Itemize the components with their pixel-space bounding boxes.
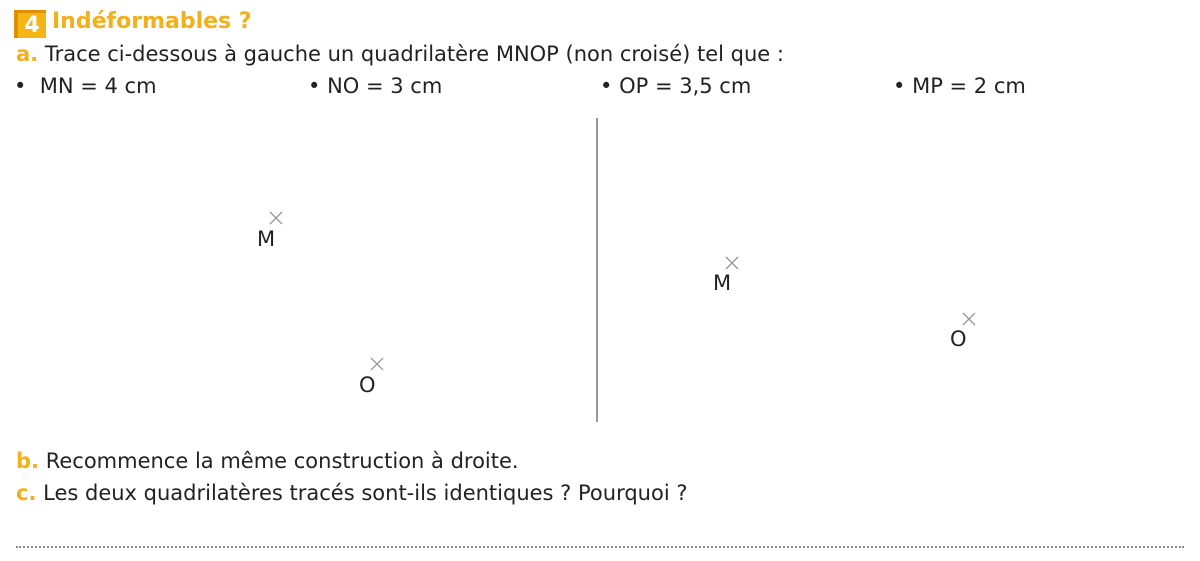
left-o-cross-icon bbox=[369, 356, 385, 372]
exercise-title: Indéformables ? bbox=[52, 9, 252, 34]
bullet-icon: • bbox=[308, 74, 321, 98]
part-b-text: Recommence la même construction à droite. bbox=[45, 449, 519, 473]
part-b-line bbox=[16, 449, 519, 473]
left-point-o-label: O bbox=[359, 373, 376, 397]
condition-op bbox=[600, 74, 751, 98]
condition-op-text: OP = 3,5 cm bbox=[619, 74, 752, 98]
left-m-cross-icon bbox=[268, 210, 284, 226]
bullet-icon: • bbox=[893, 74, 906, 98]
right-point-m-label: M bbox=[713, 271, 732, 295]
condition-mp-text: MP = 2 cm bbox=[912, 74, 1026, 98]
condition-mn bbox=[14, 74, 157, 98]
left-point-m-label: M bbox=[257, 227, 276, 251]
condition-no bbox=[308, 74, 442, 98]
right-point-o-label: O bbox=[950, 327, 967, 351]
part-a-line bbox=[16, 42, 784, 66]
exercise-number-badge: 4 bbox=[14, 10, 46, 38]
part-b-letter: b. bbox=[16, 449, 40, 473]
part-a-letter: a. bbox=[16, 42, 39, 66]
condition-no-text: NO = 3 cm bbox=[327, 74, 443, 98]
bullet-icon: • bbox=[600, 74, 613, 98]
part-a-text: Trace ci-dessous à gauche un quadrilatère MNOP (non croisé) tel que : bbox=[44, 42, 784, 66]
part-c-line bbox=[16, 481, 687, 505]
answer-dotted-line[interactable] bbox=[16, 546, 1184, 548]
right-o-cross-icon bbox=[961, 311, 977, 327]
vertical-divider bbox=[596, 118, 598, 422]
condition-mn-text: MN = 4 cm bbox=[39, 74, 157, 98]
bullet-icon: • bbox=[14, 74, 27, 98]
part-c-text: Les deux quadrilatères tracés sont-ils identiques ? Pourquoi ? bbox=[43, 481, 688, 505]
condition-mp bbox=[893, 74, 1026, 98]
part-c-letter: c. bbox=[16, 481, 37, 505]
right-m-cross-icon bbox=[724, 255, 740, 271]
